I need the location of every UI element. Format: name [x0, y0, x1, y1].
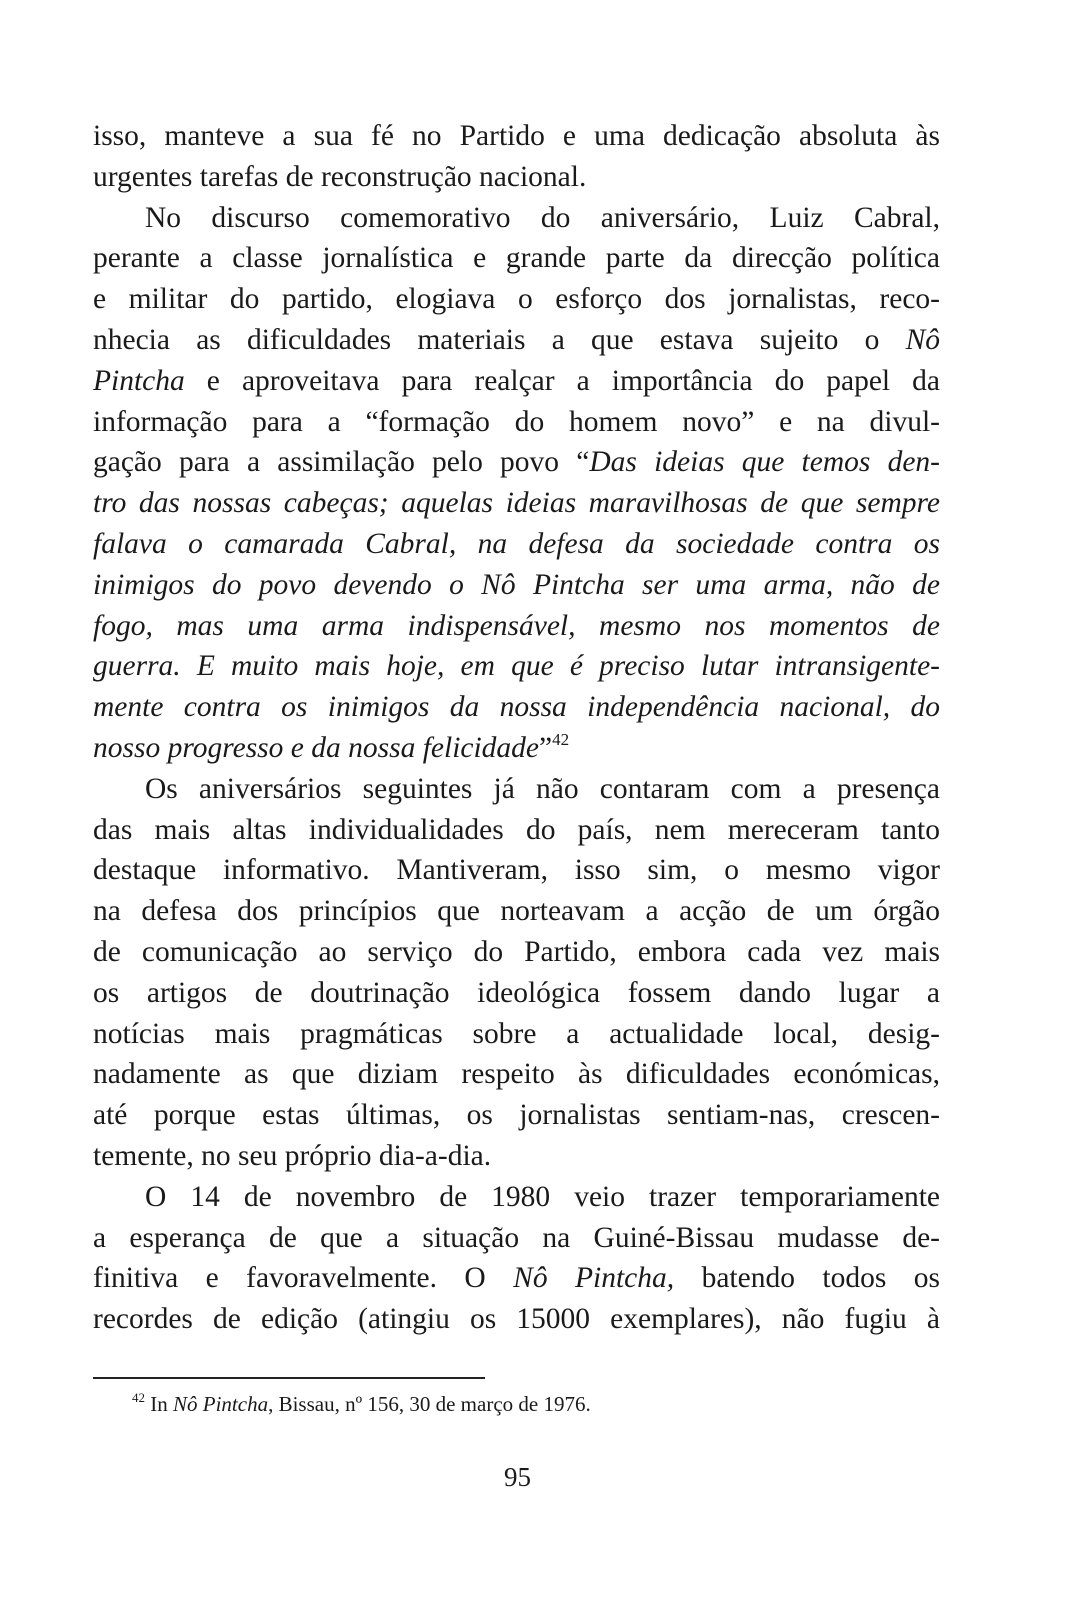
text-segment: a esperança de que a situação na Guiné-Bissau mudasse de- [93, 1221, 940, 1254]
text-line [93, 483, 940, 524]
text-segment: e aproveitava para realçar a importância do papel da [184, 364, 940, 397]
text-segment: nadamente as que diziam respeito às dificuldades económicas, [93, 1058, 940, 1091]
text-line [93, 198, 940, 239]
italic-text: guerra. E muito mais hoje, em que é preciso lutar intransigente- [93, 650, 940, 683]
text-line [93, 361, 940, 402]
text-line [93, 320, 940, 361]
text-line [93, 810, 940, 851]
text-segment: até porque estas últimas, os jornalistas sentiam-nas, crescen- [93, 1099, 940, 1132]
text-line [93, 891, 940, 932]
text-segment: gação para a assimilação pelo povo “ [93, 446, 590, 479]
footnote-title: Nô Pintcha [173, 1392, 269, 1416]
text-line [93, 606, 940, 647]
footnote [132, 1392, 591, 1417]
text-line [93, 442, 940, 483]
text-line [93, 1258, 940, 1299]
text-segment: notícias mais pragmáticas sobre a actualidade local, desig- [93, 1017, 940, 1050]
italic-text: fogo, mas uma arma indispensável, mesmo nos momentos de [93, 609, 940, 642]
text-segment: O 14 de novembro de 1980 veio trazer temporariamente [145, 1180, 940, 1213]
text-line [93, 932, 940, 973]
text-segment: Os aniversários seguintes já não contaram com a presença [145, 772, 940, 805]
text-segment: das mais altas individualidades do país, nem mereceram tanto [93, 813, 940, 846]
text-segment: batendo todos os [674, 1262, 940, 1295]
text-segment: os artigos de doutrinação ideológica fossem dando lugar a [93, 976, 940, 1009]
text-line [93, 1299, 940, 1340]
text-segment: de comunicação ao serviço do Partido, embora cada vez mais [93, 935, 940, 968]
text-segment: perante a classe jornalística e grande parte da direcção política [93, 242, 940, 275]
italic-text: Nô [905, 323, 940, 356]
text-line [93, 728, 940, 769]
text-segment: informação para a “formação do homem novo” e na divul- [93, 405, 940, 438]
italic-text: Pintcha [93, 364, 185, 397]
italic-text: Das ideias que temos den- [589, 446, 941, 479]
italic-text: Nô Pintcha, [513, 1262, 675, 1295]
text-line [93, 1014, 940, 1055]
text-line [93, 116, 940, 157]
text-segment: No discurso comemorativo do aniversário, Luiz Cabral, [145, 201, 940, 234]
text-line [93, 1218, 940, 1259]
text-segment: finitiva e favoravelmente. O [93, 1262, 514, 1295]
text-segment: e militar do partido, elogiava o esforço dos jornalistas, reco- [93, 283, 940, 316]
footnote-prefix: In [145, 1392, 173, 1416]
text-segment: isso, manteve a sua fé no Partido e uma dedicação absoluta às [93, 120, 940, 152]
text-line [93, 402, 940, 443]
text-segment: urgentes tarefas de reconstrução nacional. [93, 160, 587, 193]
text-segment: nhecia as dificuldades materiais a que estava sujeito o [93, 323, 906, 356]
italic-text: nosso progresso e da nossa felicidade [93, 731, 540, 764]
text-line [93, 1136, 940, 1177]
footnote-divider [93, 1377, 485, 1379]
text-segment: destaque informativo. Mantiveram, isso sim, o mesmo vigor [93, 854, 940, 887]
italic-text: tro das nossas cabeças; aquelas ideias maravilhosas de que sempre [93, 487, 940, 520]
text-line [93, 1095, 940, 1136]
text-line [93, 157, 940, 198]
text-segment: recordes de edição (atingiu os 15000 exemplares), não fugiu à [93, 1303, 940, 1336]
text-line [93, 1177, 940, 1218]
text-line [93, 850, 940, 891]
italic-text: falava o camarada Cabral, na defesa da sociedade contra os [93, 527, 940, 560]
text-line [93, 1054, 940, 1095]
text-line [93, 973, 940, 1014]
text-segment: ” [539, 731, 553, 764]
page-number: 95 [504, 1462, 531, 1492]
text-line [93, 279, 940, 320]
body-text [93, 116, 940, 1340]
text-line [93, 769, 940, 810]
italic-text: mente contra os inimigos da nossa independência nacional, do [93, 691, 940, 724]
footnote-rest: , Bissau, nº 156, 30 de março de 1976. [268, 1392, 591, 1416]
text-line [93, 524, 940, 565]
text-line [93, 238, 940, 279]
footnote-reference[interactable]: 42 [552, 729, 570, 749]
text-segment: na defesa dos princípios que norteavam a acção de um órgão [93, 895, 940, 928]
text-segment: temente, no seu próprio dia-a-dia. [93, 1139, 492, 1172]
footnote-number: 42 [132, 1390, 145, 1405]
italic-text: inimigos do povo devendo o Nô Pintcha ser uma arma, não de [93, 568, 940, 601]
text-line [93, 565, 940, 606]
text-line [93, 687, 940, 728]
text-line [93, 646, 940, 687]
